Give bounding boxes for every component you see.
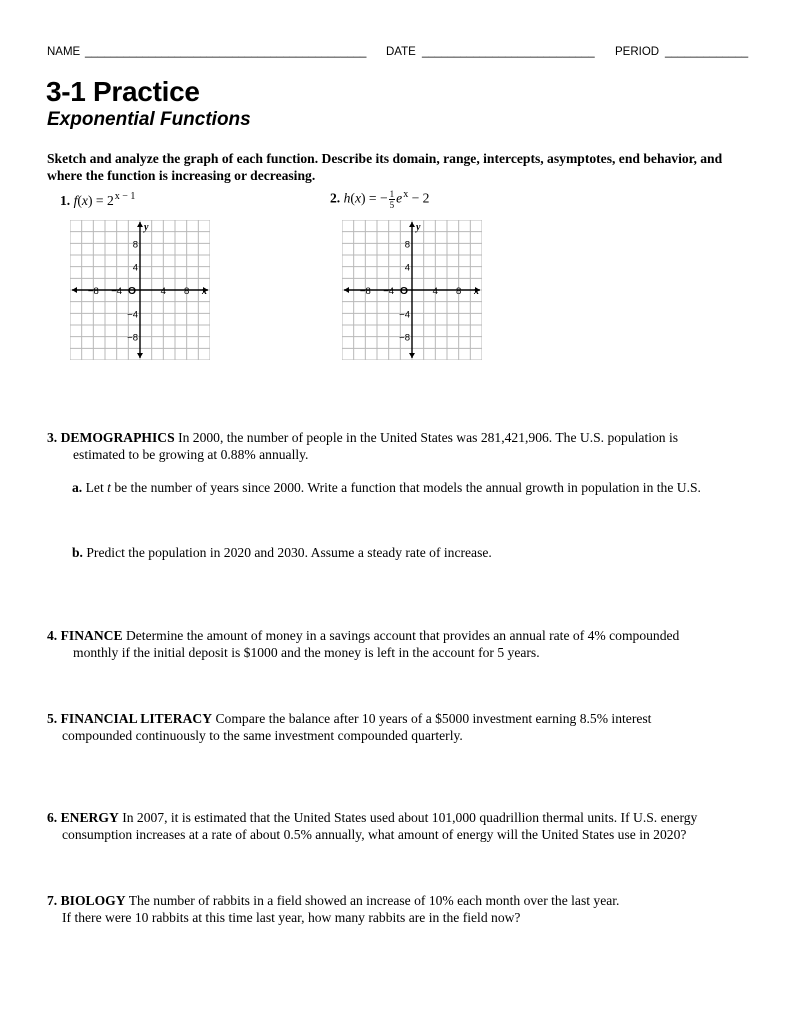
- function-name: f: [73, 193, 78, 208]
- y-tick-label: −4: [399, 309, 410, 321]
- function-var: x: [81, 193, 88, 208]
- date-label: DATE: [386, 46, 416, 58]
- date-line: ___________________________: [422, 46, 595, 58]
- problem-text-line1: The number of rabbits in a field showed an increase of 10% each month over the last year.: [128, 893, 620, 908]
- y-tick-label: 8: [404, 239, 410, 251]
- problem-text-line1: Determine the amount of money in a savings account that provides an annual rate of 4% compounded: [125, 628, 680, 643]
- y-axis-arrow-down: [137, 353, 143, 358]
- function-equals: = 2: [92, 193, 114, 208]
- problem-topic: ENERGY: [60, 810, 119, 825]
- problem-text-line1: In 2000, the number of people in the United States was 281,421,906. The U.S. population is: [178, 430, 679, 445]
- problem-2-label: 2. h(x) = − $\frac{1}{5}$ $e^x - 2$: [330, 188, 430, 210]
- y-tick-label: 8: [132, 239, 138, 251]
- instructions: Sketch and analyze the graph of each function. Describe its domain, range, intercepts, asymptotes, end behavior, and where the function is increasing or decreasing.: [47, 151, 723, 183]
- function-exponent: x: [403, 188, 409, 200]
- graph-grid-2[interactable]: [342, 220, 482, 360]
- problem-number: 4.: [47, 628, 58, 643]
- x-tick-label: 8: [456, 286, 462, 297]
- period-line: _____________: [665, 46, 749, 58]
- problem-number: 1.: [60, 193, 71, 208]
- y-axis-label: y: [144, 222, 149, 233]
- problem-4: [47, 628, 757, 661]
- x-tick-label: −4: [111, 286, 123, 297]
- y-tick-label: 4: [404, 262, 410, 274]
- problem-text-line1: Compare the balance after 10 years of a $5000 investment earning 8.5% interest: [215, 711, 652, 726]
- name-label: NAME: [47, 46, 81, 58]
- graph-grid-1[interactable]: [70, 220, 210, 360]
- y-tick-label: 4: [132, 262, 138, 274]
- fraction: [389, 189, 396, 210]
- x-tick-label: −8: [359, 286, 371, 297]
- page-subtitle: Exponential Functions: [47, 109, 251, 130]
- problem-text-line2: compounded continuously to the same investment compounded quarterly.: [62, 727, 463, 743]
- problem-3: [47, 430, 757, 463]
- origin-label: O: [127, 285, 137, 297]
- y-axis-arrow-down: [409, 353, 415, 358]
- problem-6: [47, 810, 757, 843]
- y-axis-arrow-up: [409, 222, 415, 227]
- function-base: e: [396, 190, 403, 206]
- part-text-pre: Let: [85, 480, 104, 495]
- x-tick-label: 4: [432, 286, 438, 297]
- x-tick-label: 8: [184, 286, 190, 297]
- function-tail: − 2: [408, 190, 430, 206]
- x-axis-label: x: [474, 286, 479, 297]
- problem-text-line1: In 2007, it is estimated that the United States used about 101,000 quadrillion thermal units. If U.S. energy: [122, 810, 698, 825]
- problem-7: [47, 893, 757, 926]
- y-axis-arrow-up: [137, 222, 143, 227]
- problem-3a: [72, 480, 762, 497]
- problem-number: 3.: [47, 430, 58, 445]
- fraction-denominator: 5: [389, 200, 395, 210]
- part-letter: a.: [72, 480, 83, 495]
- part-letter: b.: [72, 545, 83, 560]
- origin-label: O: [399, 285, 409, 297]
- problem-text-line2: If there were 10 rabbits at this time last year, how many rabbits are in the field now?: [62, 909, 521, 925]
- problem-topic: FINANCE: [60, 628, 123, 643]
- problem-number: 7.: [47, 893, 58, 908]
- problem-number: 2.: [330, 190, 341, 206]
- x-axis-arrow-left: [344, 287, 349, 293]
- fraction-numerator: 1: [389, 189, 395, 199]
- part-text: Predict the population in 2020 and 2030. Assume a steady rate of increase.: [86, 545, 492, 560]
- y-tick-label: −4: [127, 309, 138, 321]
- problem-number: 5.: [47, 711, 58, 726]
- x-axis-label: x: [202, 286, 207, 297]
- y-tick-label: −8: [127, 332, 138, 344]
- x-axis-arrow-left: [72, 287, 77, 293]
- problem-topic: BIOLOGY: [60, 893, 126, 908]
- function-exponent: x − 1: [114, 191, 136, 202]
- period-label: PERIOD: [615, 46, 660, 58]
- problem-number: 6.: [47, 810, 58, 825]
- y-tick-label: −8: [399, 332, 410, 344]
- problem-3b: [72, 545, 762, 562]
- name-line: ____________________________________________: [85, 46, 367, 58]
- x-tick-label: −8: [87, 286, 99, 297]
- problem-5: [47, 711, 757, 744]
- problem-topic: DEMOGRAPHICS: [60, 430, 175, 445]
- x-tick-label: 4: [160, 286, 166, 297]
- problem-topic: FINANCIAL LITERACY: [60, 711, 213, 726]
- part-var: t: [107, 480, 111, 495]
- problem-text-line2: monthly if the initial deposit is $1000 and the money is left in the account for 5 years.: [73, 644, 540, 660]
- function-var: x: [354, 190, 361, 206]
- problem-1-label: 1. $f(x) = 2^{x - 1}$: [60, 191, 136, 208]
- problem-text-line2: estimated to be growing at 0.88% annually.: [73, 446, 309, 462]
- part-text-post: be the number of years since 2000. Write a function that models the annual growth in population in the U.S.: [114, 480, 701, 495]
- y-axis-label: y: [416, 222, 421, 233]
- problem-text-line2: consumption increases at a rate of about 0.5% annually, what amount of energy will the United States use in 2020?: [62, 826, 687, 842]
- page-title: 3-1 Practice: [46, 76, 200, 107]
- x-tick-label: −4: [383, 286, 395, 297]
- function-equals: = −: [365, 190, 388, 206]
- function-name: h: [343, 190, 351, 206]
